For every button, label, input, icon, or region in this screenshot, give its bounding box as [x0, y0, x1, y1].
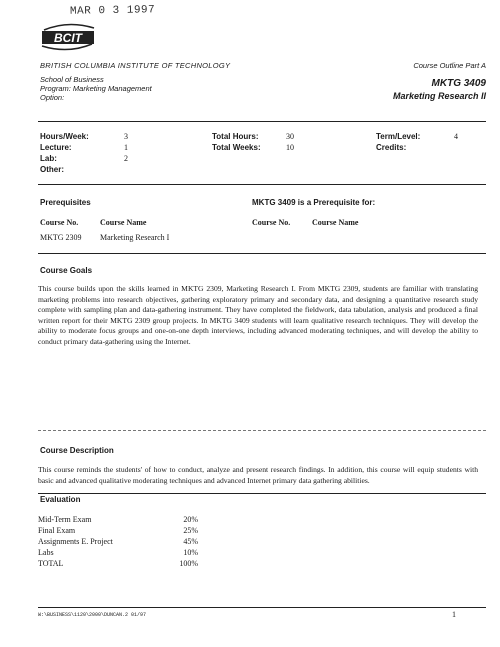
- lab-label: Lab:: [40, 154, 57, 163]
- bcit-logo: [38, 22, 98, 52]
- evaluation-percent: 100%: [179, 559, 198, 568]
- institution-name: BRITISH COLUMBIA INSTITUTE OF TECHNOLOGY: [40, 61, 231, 70]
- evaluation-row: [38, 526, 198, 536]
- is-prereq-col-course-name: Course Name: [312, 218, 359, 227]
- footer-divider: [38, 607, 486, 608]
- prereq-course-name: Marketing Research I: [100, 233, 170, 242]
- prereq-col-course-name: Course Name: [100, 218, 147, 227]
- lecture-label: Lecture:: [40, 143, 72, 152]
- course-description-heading: Course Description: [40, 446, 114, 455]
- evaluation-row: [38, 548, 198, 558]
- lab-value: 2: [124, 154, 128, 163]
- hours-week-value: 3: [124, 132, 128, 141]
- term-level-value: 4: [454, 132, 458, 141]
- evaluation-percent: 45%: [183, 537, 198, 546]
- other-label: Other:: [40, 165, 64, 174]
- is-prerequisite-heading: MKTG 3409 is a Prerequisite for:: [252, 198, 376, 207]
- file-path: W:\BUSINESS\1120\2000\DUNCAN.2 01/97: [38, 612, 147, 618]
- divider: [38, 184, 486, 185]
- evaluation-item: Final Exam: [38, 526, 76, 535]
- evaluation-row: [38, 559, 198, 569]
- school-block: [40, 75, 152, 102]
- page-number: 1: [452, 610, 456, 619]
- logo-text: BCIT: [54, 31, 82, 45]
- program-name: Program: Marketing Management: [40, 84, 152, 93]
- evaluation-item: TOTAL: [38, 559, 64, 568]
- evaluation-row: [38, 537, 198, 547]
- is-prereq-col-course-no: Course No.: [252, 218, 291, 227]
- prereq-course-no: MKTG 2309: [40, 233, 82, 242]
- lecture-value: 1: [124, 143, 128, 152]
- outline-part: Course Outline Part A: [413, 61, 486, 70]
- total-weeks-label: Total Weeks:: [212, 143, 261, 152]
- divider: [38, 493, 486, 494]
- credits-label: Credits:: [376, 143, 407, 152]
- received-date-stamp: MAR 0 3 1997: [69, 4, 156, 18]
- prereq-col-course-no: Course No.: [40, 218, 79, 227]
- evaluation-item: Assignments E. Project: [38, 537, 113, 546]
- evaluation-percent: 20%: [183, 515, 198, 524]
- divider: [38, 430, 486, 431]
- evaluation-item: Labs: [38, 548, 54, 557]
- prerequisites-heading: Prerequisites: [40, 198, 91, 207]
- course-title: Marketing Research II: [392, 91, 486, 101]
- evaluation-percent: 10%: [183, 548, 198, 557]
- course-goals-heading: Course Goals: [40, 266, 93, 275]
- course-goals-text: This course builds upon the skills learned in MKTG 2309, Marketing Research I. From MKTG 2309, students are familiar with translating marketing problems into research objectives, gathering exploratory primary and secondary data, and designing a quantitative research study complete with sampling plan and data-gathering instrument. They have completed the fieldwork, data tabulation, analysis and produced a final written report for their MKTG 2309 group projects. In MKTG 3409 students will learn qualitative research techniques. They will develop the ability to moderate focus groups and one-on-one depth interviews, including advanced moderating techniques, and will develop the ability to conduct primary data-gathering using the Internet.: [38, 284, 478, 346]
- divider: [38, 253, 486, 254]
- evaluation-row: [38, 515, 198, 525]
- term-level-label: Term/Level:: [376, 132, 421, 141]
- evaluation-item: Mid-Term Exam: [38, 515, 92, 524]
- evaluation-heading: Evaluation: [40, 495, 81, 504]
- hours-week-label: Hours/Week:: [40, 132, 89, 141]
- school-name: School of Business: [40, 75, 104, 84]
- total-weeks-value: 10: [286, 143, 294, 152]
- total-hours-value: 30: [286, 132, 294, 141]
- total-hours-label: Total Hours:: [212, 132, 259, 141]
- option-label: Option:: [40, 93, 65, 102]
- divider: [38, 121, 486, 122]
- evaluation-percent: 25%: [183, 526, 198, 535]
- course-description-text: This course reminds the students' of how to conduct, analyze and present research findings. In addition, this course will equip students with basic and advanced qualitative moderating techniques and advanced Internet primary data gathering abilities.: [38, 465, 478, 485]
- course-code: MKTG 3409: [431, 78, 486, 89]
